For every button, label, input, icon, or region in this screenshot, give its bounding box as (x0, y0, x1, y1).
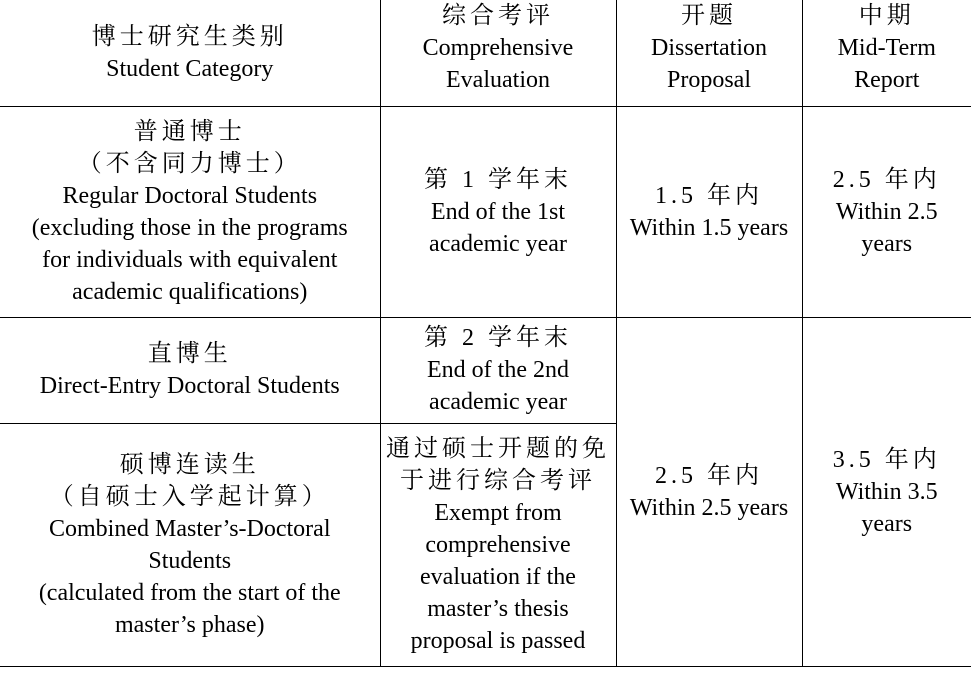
proposal-cell-shared (616, 317, 802, 666)
evaluation-cn-line: 第 2 学年末 (424, 325, 572, 351)
evaluation-en-line: End of the 2nd (427, 357, 569, 383)
header-category-en: Student Category (106, 55, 274, 82)
category-en-line: Students (148, 547, 232, 574)
header-midterm-en1: Mid-Term (837, 35, 936, 61)
header-proposal-cn: 开题 (681, 3, 737, 29)
table-row-direct-entry (0, 317, 971, 423)
header-midterm-en2: Report (854, 67, 920, 93)
evaluation-en-line: master’s thesis (427, 595, 569, 622)
proposal-cn-line: 2.5 年内 (655, 462, 763, 489)
header-midterm (802, 0, 971, 106)
category-en-line: academic qualifications) (72, 278, 308, 305)
header-category-cn: 博士研究生类别 (91, 23, 288, 50)
header-evaluation-cn: 综合考评 (442, 3, 554, 29)
header-proposal-en2: Proposal (667, 67, 751, 93)
evaluation-en-line: academic year (429, 389, 567, 415)
category-en-line: Direct-Entry Doctoral Students (39, 373, 340, 399)
proposal-en-line: Within 1.5 years (629, 214, 789, 241)
header-row (0, 0, 971, 106)
header-evaluation (380, 0, 616, 106)
proposal-cell-regular (616, 106, 802, 317)
header-category (0, 0, 380, 106)
midterm-cn-line: 2.5 年内 (832, 166, 941, 193)
category-cn-line: 硕博连读生 (119, 451, 260, 478)
evaluation-cell-direct-entry (380, 317, 616, 423)
category-cn-line: （自硕士入学起计算） (49, 483, 330, 510)
evaluation-en-line: End of the 1st (431, 198, 565, 225)
category-en-line: (excluding those in the programs (31, 214, 348, 241)
midterm-cn-line: 3.5 年内 (832, 446, 941, 473)
proposal-en-line: Within 2.5 years (629, 494, 789, 521)
category-en-line: for individuals with equivalent (42, 246, 338, 273)
evaluation-cell-regular (380, 106, 616, 317)
evaluation-en-line: evaluation if the (420, 563, 576, 590)
header-proposal-en1: Dissertation (651, 35, 767, 61)
category-en-line: (calculated from the start of the (38, 579, 341, 606)
header-midterm-cn: 中期 (858, 3, 915, 29)
midterm-en-line: Within 3.5 (835, 478, 938, 505)
category-en-line: Combined Master’s-Doctoral (49, 515, 331, 542)
midterm-en-line: years (861, 510, 913, 537)
header-evaluation-en2: Evaluation (446, 67, 550, 93)
proposal-cn-line: 1.5 年内 (655, 182, 763, 209)
category-cell-combined (0, 423, 380, 666)
evaluation-en-line: Exempt from (434, 499, 562, 526)
midterm-cell-shared (802, 317, 971, 666)
category-cn-line: 普通博士 (133, 118, 246, 145)
category-en-line: master’s phase) (114, 611, 265, 638)
evaluation-cn-line: 于进行综合考评 (400, 467, 596, 494)
midterm-en-line: years (861, 230, 913, 257)
evaluation-cn-line: 通过硕士开题的免 (386, 435, 610, 462)
category-en-line: Regular Doctoral Students (62, 182, 318, 209)
evaluation-cn-line: 第 1 学年末 (424, 166, 572, 193)
midterm-cell-regular (802, 106, 971, 317)
midterm-en-line: Within 2.5 (835, 198, 938, 225)
header-evaluation-en1: Comprehensive (422, 35, 574, 61)
category-cn-line: 直博生 (147, 341, 232, 367)
evaluation-en-line: comprehensive (425, 531, 571, 558)
table-row-regular (0, 106, 971, 317)
category-cn-line: （不含同力博士） (77, 150, 302, 177)
category-cell-regular (0, 106, 380, 317)
evaluation-cell-combined (380, 423, 616, 666)
category-cell-direct-entry (0, 317, 380, 423)
evaluation-en-line: academic year (429, 230, 567, 257)
header-proposal (616, 0, 802, 106)
evaluation-en-line: proposal is passed (410, 627, 586, 654)
